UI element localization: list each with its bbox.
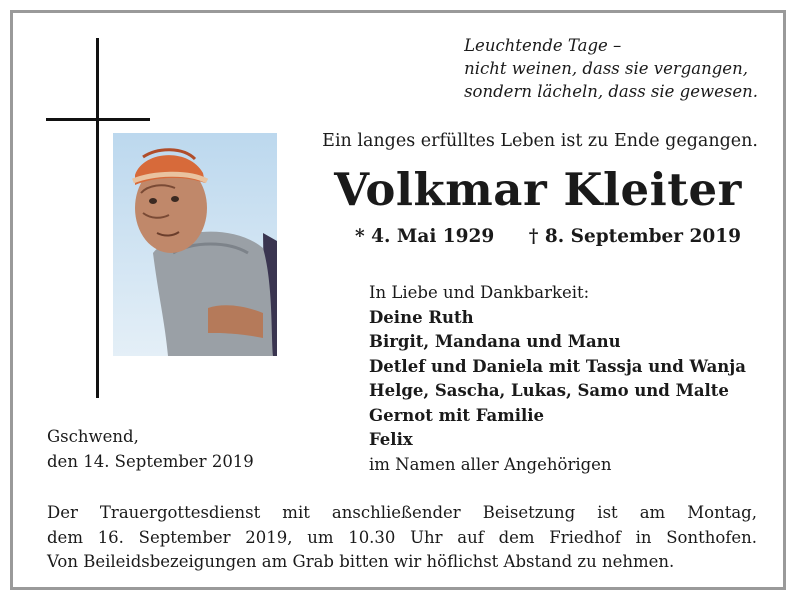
mourner-name: Detlef und Daniela mit Tassja und Wanja [369,356,746,376]
service-line: Von Beileidsbezeigungen am Grab bitten wir höflichst Abstand zu nehmen. [47,552,675,571]
poem-line: Leuchtende Tage – [464,36,622,55]
mourner-name: Birgit, Mandana und Manu [369,332,621,351]
mourner-name: Helge, Sascha, Lukas, Samo und Malte [369,381,729,400]
service-line: Der Trauergottesdienst mit anschließender Beisetzung ist am Montag, [47,503,757,522]
portrait-illustration [113,133,277,356]
mourners-closing: im Namen aller Angehörigen [369,454,612,474]
death-date: † 8. September 2019 [528,226,741,247]
place-and-date [47,425,254,474]
poem-line: nicht weinen, dass sie vergangen, [464,59,748,78]
mourner-name: Felix [369,430,413,449]
cross-icon-horizontal [46,118,150,121]
cross-icon-vertical [96,38,99,398]
service-info [47,501,757,575]
poem-line: sondern lächeln, dass sie gewesen. [464,82,758,101]
place-date: den 14. September 2019 [47,451,254,471]
poem [464,34,758,103]
birth-date: * 4. Mai 1929 [355,226,495,247]
intro-text: Ein langes erfülltes Leben ist zu Ende gegangen. [322,131,758,151]
portrait-photo [113,133,277,356]
mourners-list [369,281,746,477]
service-line: dem 16. September 2019, um 10.30 Uhr auf dem Friedhof in Sonthofen. [47,527,757,547]
place-town: Gschwend, [47,427,139,446]
mourner-name: Deine Ruth [369,307,474,327]
mourners-heading: In Liebe und Dankbarkeit: [369,283,590,302]
life-dates [355,226,741,247]
deceased-name: Volkmar Kleiter [334,163,742,216]
mourner-name: Gernot mit Familie [369,405,545,425]
